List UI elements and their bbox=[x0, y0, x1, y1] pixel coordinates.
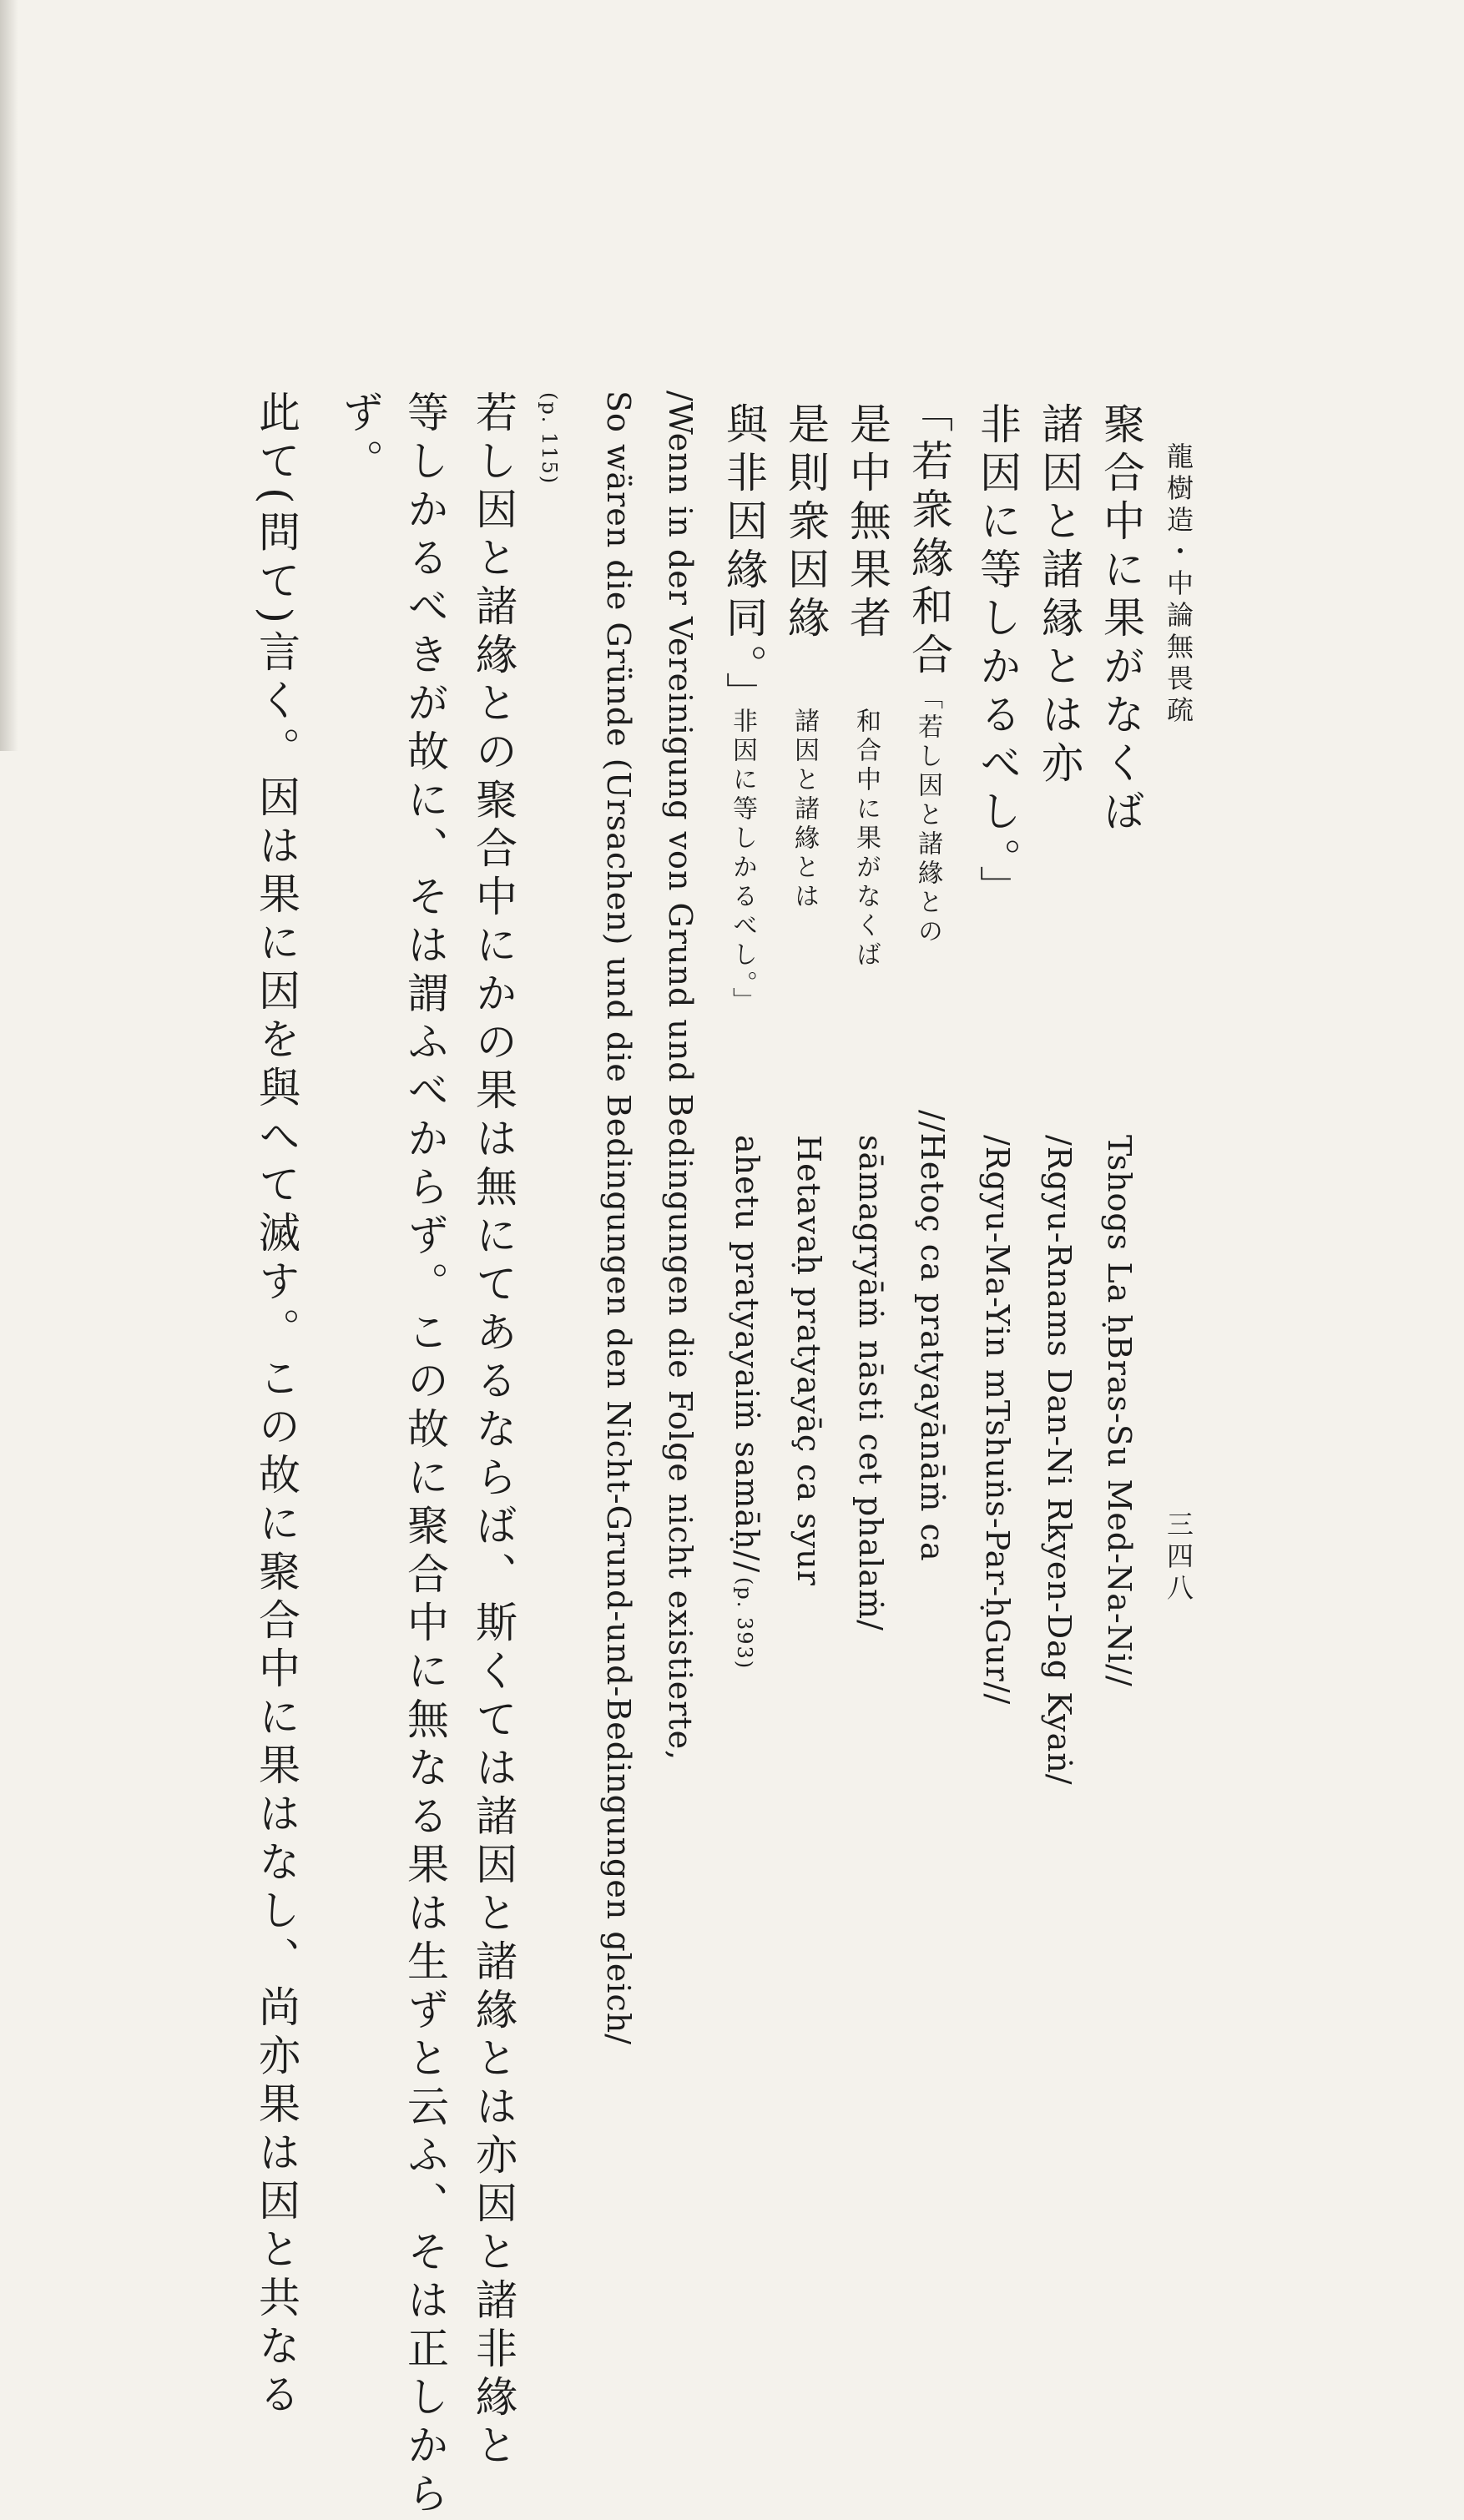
commentary-line-4: 此て(問て)言く。因は果に因を與へて滅す。この故に聚合中に果はなし、尚亦果は因と共なる bbox=[252, 391, 300, 2422]
german-line-2: So wären die Gründe (Ursachen) und die Bedingungen den Nicht-Grund-und-Bedingungen gleich/ bbox=[600, 391, 637, 2046]
verse-gloss-line-4: 非因に等しかるべし。」 bbox=[728, 708, 757, 1016]
page-number: 三四八 bbox=[1163, 1510, 1194, 1605]
verse-tib-line-2: /Rgyu-Rnams Dan-Ni Rkyen-Dag Kyaṅ/ bbox=[1041, 1135, 1078, 1786]
verse-jp-line-1: 聚合中に果がなくば bbox=[1097, 402, 1145, 838]
verse-skt-line-2: sāmagryāṁ nāsti cet phalaṁ/ bbox=[852, 1135, 889, 1631]
verse-chinese-line-3: 是則衆因緣 bbox=[781, 402, 830, 644]
verse-skt-line-4: ahetu pratyayaiṁ samāḥ// bbox=[729, 1135, 765, 1574]
verse-tib-line-1: Tshogs La ḥBras-Su Med-Na-Ni// bbox=[1101, 1135, 1138, 1687]
commentary-line-2: 等しかるべきが故に、そは謂ふべからず。この故に聚合中に無なる果は生ずと云ふ、そは正しから bbox=[401, 391, 449, 2520]
verse-gloss-line-3: 諸因と諸緣とは bbox=[790, 708, 819, 912]
german-line-1: /Wenn in der Vereinigung von Grund und Bedingungen die Folge nicht existierte, bbox=[662, 391, 699, 1761]
verse-tib-line-3: /Rgyu-Ma-Yin mTshuṅs-Par-ḥGur// bbox=[979, 1135, 1016, 1706]
running-title: 龍樹造・中論無畏疏 bbox=[1163, 442, 1194, 728]
commentary-line-3: ず。 bbox=[336, 391, 384, 487]
verse-jp-line-3: 非因に等しかるべし。」 bbox=[973, 402, 1022, 914]
verse-skt-line-1: //Hetoç ca pratyayānāṁ ca bbox=[914, 1110, 951, 1562]
skt-page-ref: (p. 393) bbox=[733, 1577, 756, 1671]
verse-skt-line-3: Hetavaḥ pratyayāç ca syur bbox=[790, 1135, 827, 1586]
verse-gloss-line-1: 「若し因と諸緣との bbox=[913, 684, 942, 947]
verse-jp-line-2: 諸因と諸縁とは亦 bbox=[1035, 402, 1083, 789]
verse-gloss-line-2: 和合中に果がなくば bbox=[851, 708, 881, 970]
german-page-ref: (p. 115) bbox=[538, 392, 561, 486]
scan-edge-shadow bbox=[0, 0, 18, 751]
commentary-line-1: 若し因と諸緣との聚合中にかの果は無にてあるならば、斯くては諸因と諸緣とは亦因と諸非緣と bbox=[469, 391, 517, 2472]
verse-chinese-line-1: 「若衆緣和合 bbox=[905, 391, 953, 681]
verse-chinese-line-4: 與非因緣同。」 bbox=[719, 402, 768, 720]
verse-chinese-line-2: 是中無果者 bbox=[843, 402, 891, 644]
